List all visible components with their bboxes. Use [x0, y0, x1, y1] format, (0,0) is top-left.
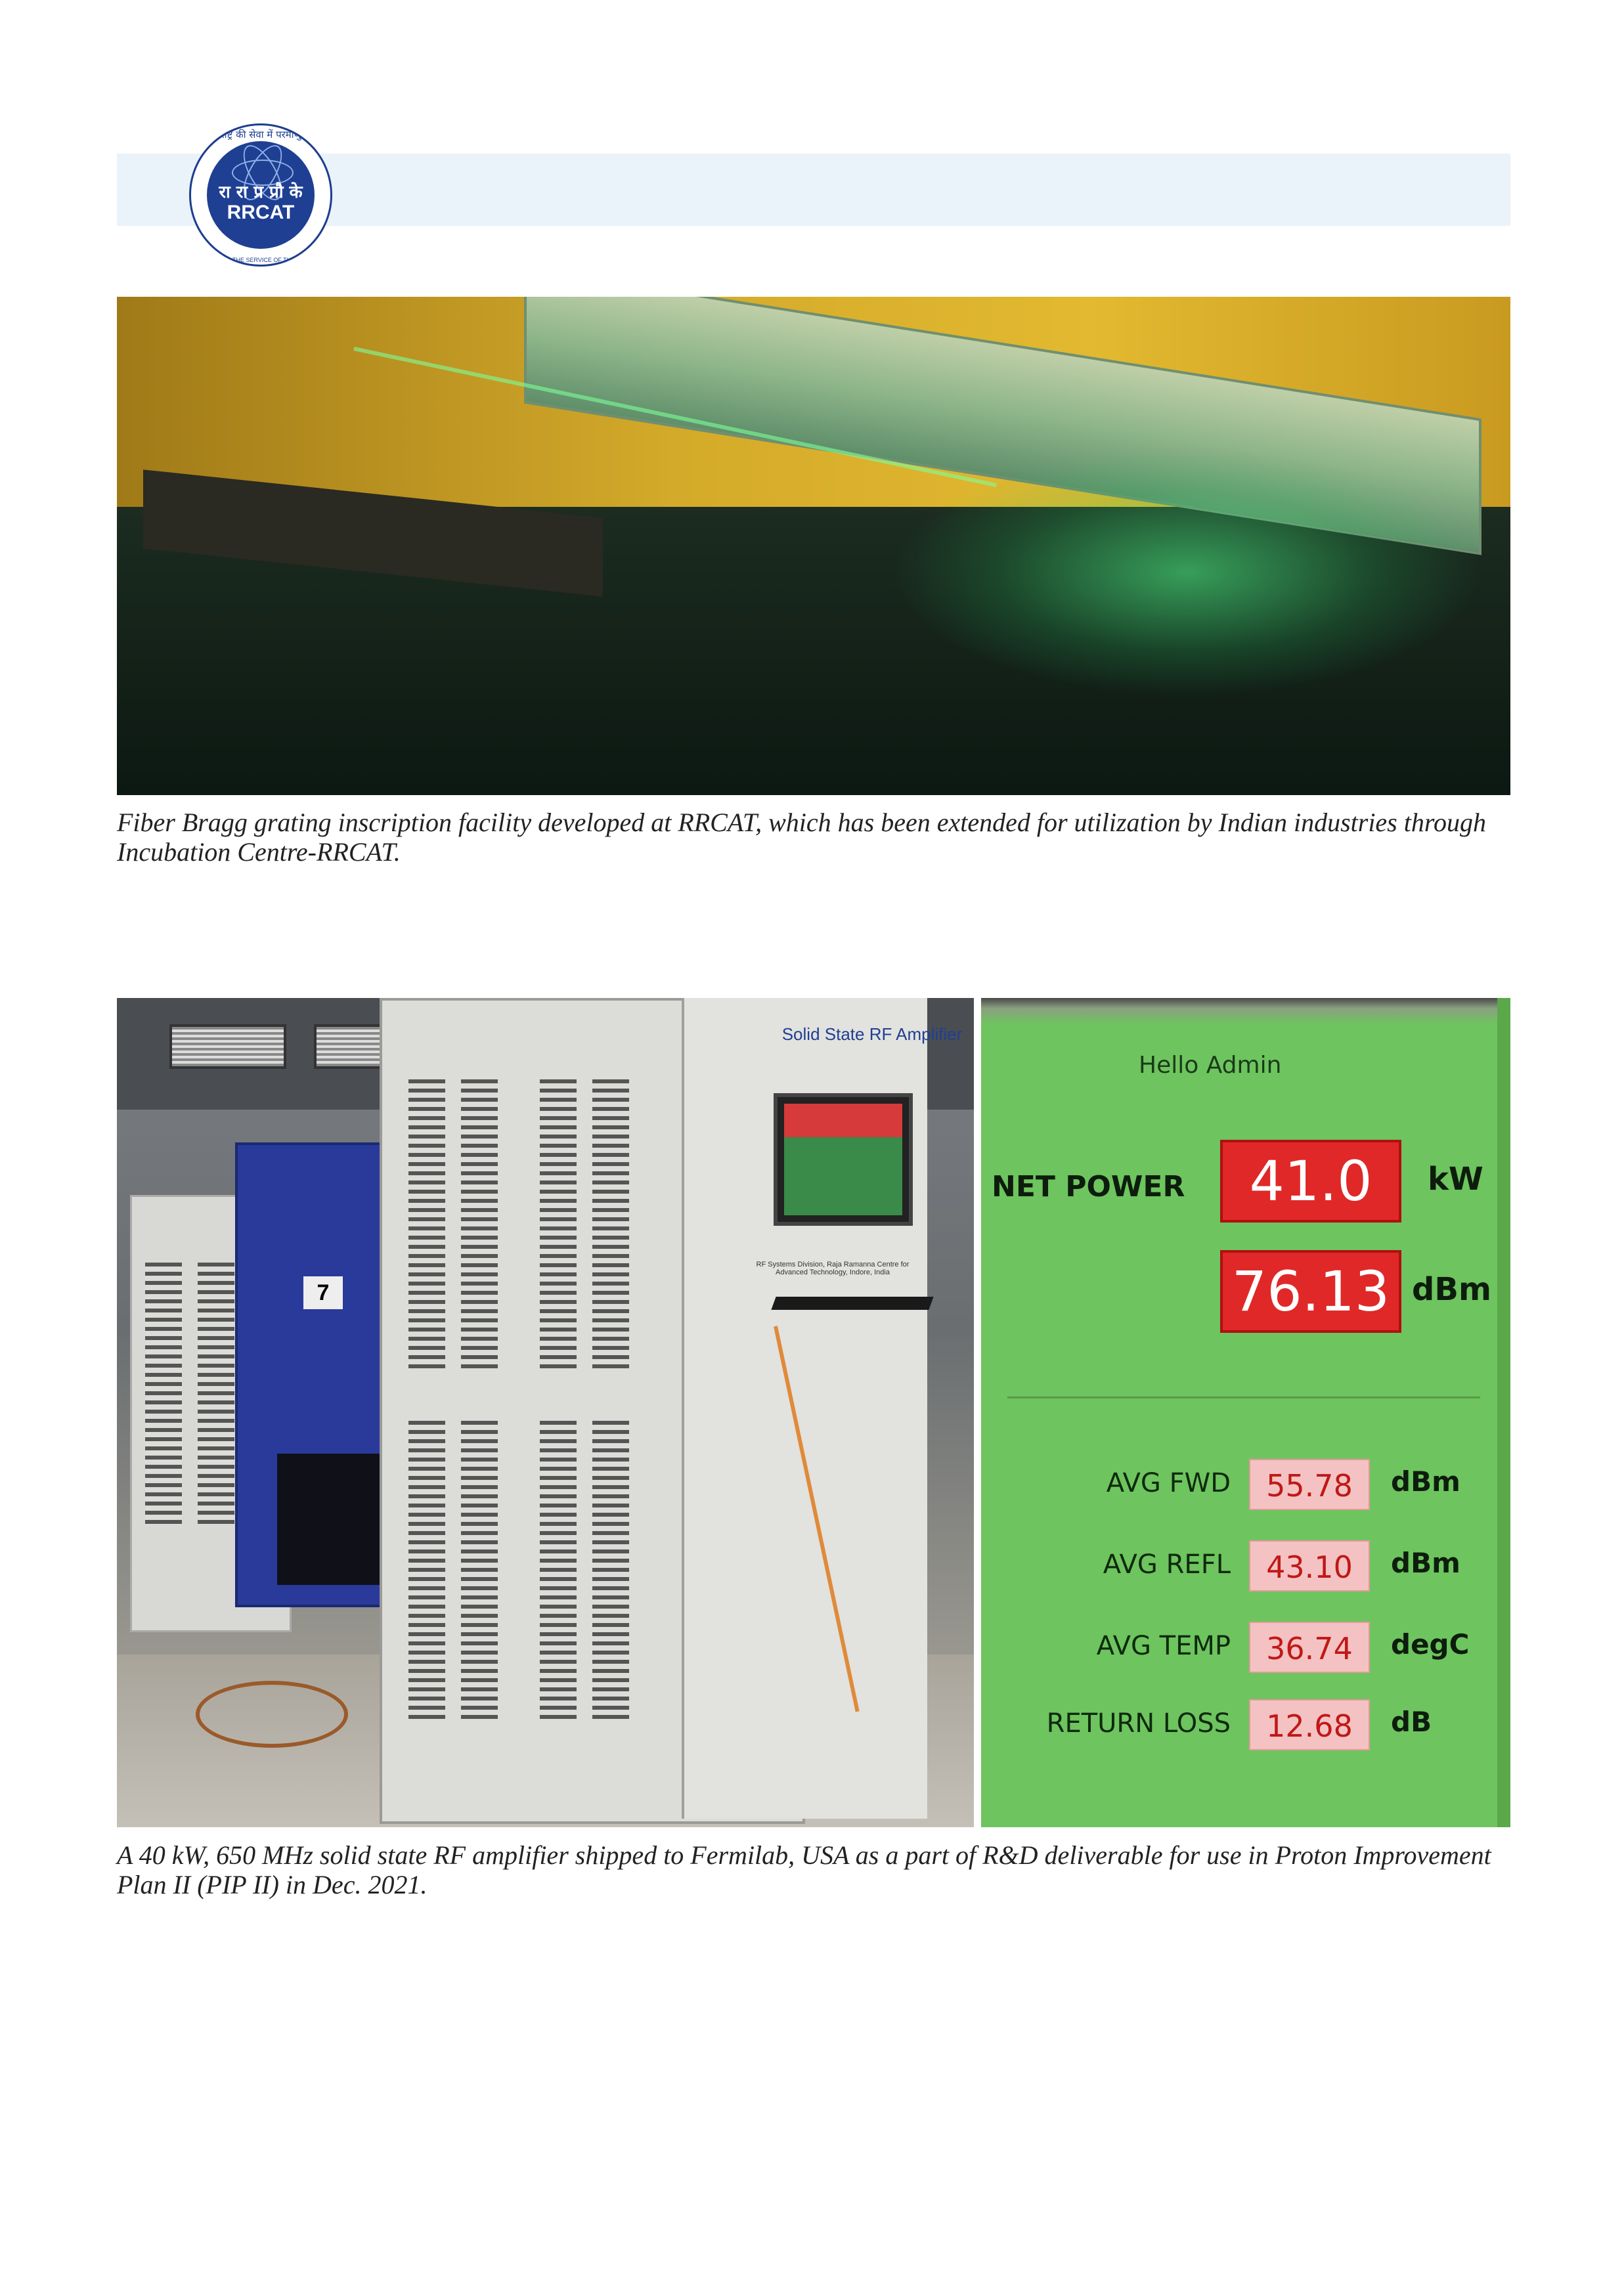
return-loss-label: RETURN LOSS — [1046, 1708, 1231, 1739]
avg-temp-label: AVG TEMP — [1096, 1631, 1231, 1661]
avg-fwd-value: 55.78 — [1249, 1459, 1370, 1510]
panel-divider — [1007, 1397, 1480, 1398]
net-power-dbm-value: 76.13 — [1220, 1250, 1401, 1333]
rack-number: 7 — [303, 1276, 343, 1309]
ceiling-vent — [169, 1024, 286, 1069]
fbg-facility-photo — [117, 297, 1510, 795]
panel-edge — [1497, 998, 1510, 1827]
logo-emblem — [207, 141, 315, 249]
avg-refl-unit: dBm — [1391, 1547, 1460, 1579]
avg-temp-value: 36.74 — [1249, 1622, 1370, 1673]
avg-fwd-unit: dBm — [1391, 1465, 1460, 1498]
vent-grille — [540, 1079, 577, 1368]
net-power-label: NET POWER — [992, 1170, 1185, 1203]
return-loss-unit: dB — [1391, 1706, 1432, 1738]
rf-amplifier-photo — [117, 998, 974, 1827]
vent-grille — [198, 1263, 234, 1525]
laser-glow — [892, 448, 1483, 697]
figure2-caption: A 40 kW, 650 MHz solid state RF amplifier shipped to Fermilab, USA as a part of R&D deliverable for use in Proton Improvement Plan II (PIP II) in Dec. 2021. — [117, 1840, 1491, 1899]
vent-grille — [592, 1421, 629, 1723]
net-power-kw-unit: kW — [1428, 1161, 1483, 1198]
keyboard — [771, 1297, 933, 1310]
logo-motto: ATOMS IN THE SERVICE OF THE NATION — [202, 257, 319, 263]
cabinet-subtext: RF Systems Division, Raja Ramanna Centre for Advanced Technology, Indore, India — [756, 1261, 910, 1276]
cabinet-title: Solid State RF Amplifier — [781, 1024, 963, 1044]
avg-refl-label: AVG REFL — [1103, 1549, 1231, 1580]
cabinet-monitor — [774, 1093, 913, 1226]
logo-abbreviation: RRCAT — [227, 202, 295, 223]
avg-refl-value: 43.10 — [1249, 1540, 1370, 1592]
vent-grille — [145, 1263, 182, 1525]
cable-coil — [196, 1681, 348, 1748]
monitor-screen — [784, 1104, 902, 1215]
vent-grille — [461, 1421, 498, 1723]
greeting-text: Hello Admin — [1139, 1052, 1282, 1079]
power-display-panel — [981, 998, 1510, 1827]
avg-temp-unit: degC — [1391, 1628, 1470, 1660]
rrcat-logo — [189, 123, 332, 267]
vent-grille — [540, 1421, 577, 1723]
vent-grille — [592, 1079, 629, 1368]
vent-grille — [408, 1421, 445, 1723]
avg-fwd-label: AVG FWD — [1106, 1468, 1231, 1498]
figure1-caption: Fiber Bragg grating inscription facility developed at RRCAT, which has been extended for utilization by Indian industries through Incubation Centre-RRCAT. — [117, 808, 1486, 867]
vent-grille — [461, 1079, 498, 1368]
return-loss-value: 12.68 — [1249, 1699, 1370, 1750]
logo-arc-text: राष्ट्र की सेवा में परमाणु — [220, 129, 301, 141]
panel-bezel — [981, 998, 1510, 1024]
net-power-dbm-unit: dBm — [1412, 1271, 1491, 1308]
vent-grille — [408, 1079, 445, 1368]
rack-display — [277, 1454, 389, 1585]
net-power-kw-value: 41.0 — [1220, 1140, 1401, 1223]
logo-hindi-text: रा रा प्र प्रौ के — [219, 183, 303, 202]
